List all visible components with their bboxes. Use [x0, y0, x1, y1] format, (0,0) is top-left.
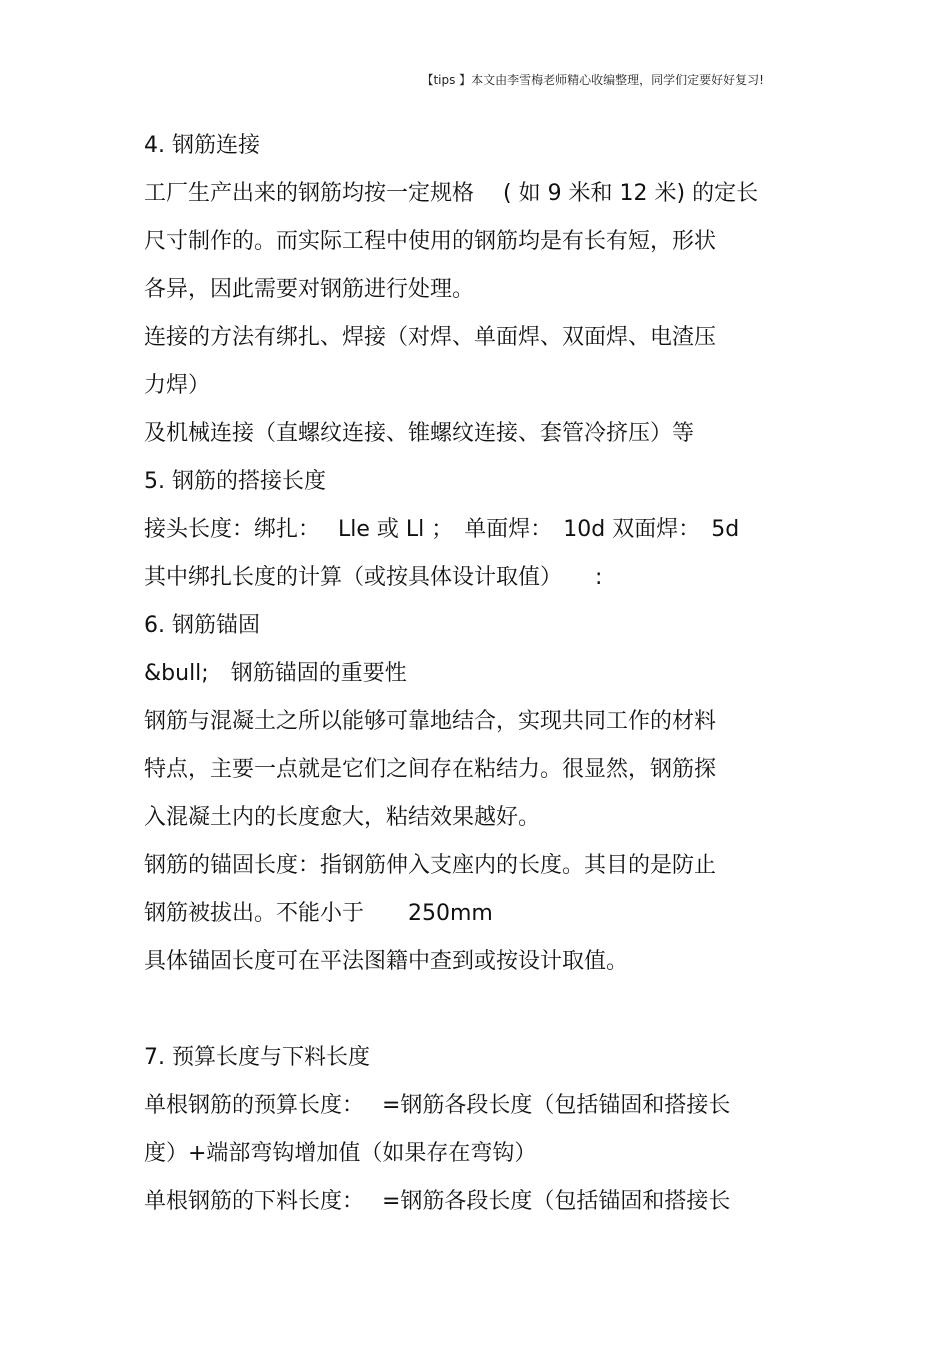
paragraph-line: 接头长度：绑扎： Lle 或 Ll ； 单面焊： 10d 双面焊： 5d — [144, 517, 740, 542]
paragraph-line: 钢筋的锚固长度：指钢筋伸入支座内的长度。其目的是防止 — [144, 853, 717, 878]
paragraph-line: 力焊） — [144, 373, 211, 398]
paragraph-line: 钢筋被拔出。不能小于 250mm — [144, 901, 493, 926]
paragraph-line: 入混凝土内的长度愈大，粘结效果越好。 — [144, 805, 541, 830]
paragraph-line: 尺寸制作的。而实际工程中使用的钢筋均是有长有短，形状 — [144, 229, 717, 254]
paragraph-line: 及机械连接（直螺纹连接、锥螺纹连接、套管冷挤压）等 — [144, 421, 695, 446]
paragraph-line: 连接的方法有绑扎、焊接（对焊、单面焊、双面焊、电渣压 — [144, 325, 717, 350]
paragraph-line: 度）+端部弯钩增加值（如果存在弯钩） — [144, 1141, 537, 1166]
bullet-line: &bull; 钢筋锚固的重要性 — [144, 661, 407, 686]
paragraph-line: 特点，主要一点就是它们之间存在粘结力。很显然，钢筋探 — [144, 757, 717, 782]
paragraph-line: 其中绑扎长度的计算（或按具体设计取值） : — [144, 565, 603, 590]
header-tip-note: 【tips 】本文由李雪梅老师精心收编整理，同学们定要好好复习! — [421, 73, 764, 87]
paragraph-line: 工厂生产出来的钢筋均按一定规格 ( 如 9 米和 12 米) 的定长 — [144, 181, 759, 206]
section-heading-4: 4. 钢筋连接 — [144, 133, 260, 158]
section-heading-6: 6. 钢筋锚固 — [144, 613, 260, 638]
section-heading-5: 5. 钢筋的搭接长度 — [144, 469, 326, 494]
paragraph-line: 具体锚固长度可在平法图籍中查到或按设计取值。 — [144, 949, 629, 974]
paragraph-line: 钢筋与混凝土之所以能够可靠地结合，实现共同工作的材料 — [144, 709, 717, 734]
paragraph-line: 单根钢筋的下料长度： =钢筋各段长度（包括锚固和搭接长 — [144, 1189, 731, 1214]
section-heading-7: 7. 预算长度与下料长度 — [144, 1045, 370, 1070]
paragraph-line: 各异，因此需要对钢筋进行处理。 — [144, 277, 475, 302]
paragraph-line: 单根钢筋的预算长度： =钢筋各段长度（包括锚固和搭接长 — [144, 1093, 731, 1118]
